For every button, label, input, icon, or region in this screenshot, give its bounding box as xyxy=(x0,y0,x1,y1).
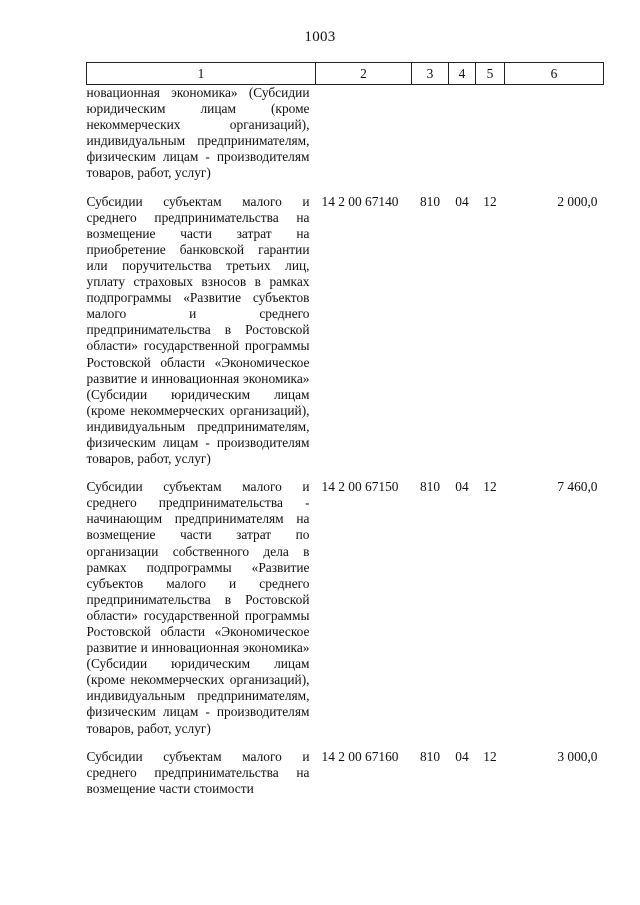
row-target-code: 14 2 00 67140 xyxy=(321,193,399,209)
row-target-code: 14 2 00 67150 xyxy=(321,479,399,495)
row-expense-type xyxy=(412,85,449,182)
row-target-code: 14 2 00 67160 xyxy=(321,748,399,764)
row-description: Субсидии субъектам малого и среднего предпринимательства на возмещение части стоимости xyxy=(86,748,310,796)
table-row xyxy=(87,85,604,182)
row-amount: 2 000,0 xyxy=(557,193,598,209)
row-expense-type: 810 xyxy=(419,748,441,764)
column-header-1: 1 xyxy=(87,63,316,85)
table-row xyxy=(87,182,604,468)
table-row xyxy=(87,737,604,797)
row-expense-type: 810 xyxy=(419,479,441,495)
column-header-6: 6 xyxy=(505,63,604,85)
row-description: Субсидии субъектам малого и среднего предпринимательства на возмещение части затрат на приобретение банковской гарантии или поручительства третьих лиц, уплату страховых взносов в рамках подпрограммы «Развитие субъектов малого и среднего предпринимательства в Ростовской области» государственной программы Ростовской области «Экономическое развитие и инновационная экономика» (Субсидии юридическим лицам (кроме некоммерческих организаций), индивидуальным предпринимателям, физическим лицам - производителям товаров, работ, услуг) xyxy=(86,193,310,467)
row-description: новационная экономика» (Субсидии юридическим лицам (кроме некоммерческих организаций), индивидуальным предпринимателям, физическим лицам - производителям товаров, работ, услуг) xyxy=(86,85,310,181)
row-section: 04 xyxy=(455,479,469,495)
row-target-code xyxy=(316,85,412,182)
column-header-5: 5 xyxy=(476,63,505,85)
column-header-3: 3 xyxy=(412,63,449,85)
row-amount: 7 460,0 xyxy=(557,479,598,495)
table-row xyxy=(87,467,604,737)
row-amount: 3 000,0 xyxy=(557,748,598,764)
row-section: 04 xyxy=(455,193,469,209)
row-section: 04 xyxy=(455,748,469,764)
row-expense-type: 810 xyxy=(419,193,441,209)
row-section xyxy=(449,85,476,182)
row-subsection: 12 xyxy=(483,748,497,764)
row-subsection: 12 xyxy=(483,479,497,495)
column-header-2: 2 xyxy=(316,63,412,85)
column-header-4: 4 xyxy=(449,63,476,85)
row-amount xyxy=(505,85,604,182)
row-description: Субсидии субъектам малого и среднего предпринимательства - начинающим предпринимателям на возмещение части затрат по организации собственного дела в рамках подпрограммы «Развитие субъектов малого и среднего предпринимательства в Ростовской области» государственной программы Ростовской области «Экономическое развитие и инновационная экономика» (Субсидии юридическим лицам (кроме некоммерческих организаций), индивидуальным предпринимателям, физическим лицам - производителям товаров, работ, услуг) xyxy=(86,479,310,736)
budget-table xyxy=(86,62,604,797)
page-number: 1003 xyxy=(304,29,336,45)
table-header xyxy=(87,63,604,85)
row-subsection: 12 xyxy=(483,193,497,209)
row-subsection xyxy=(476,85,505,182)
